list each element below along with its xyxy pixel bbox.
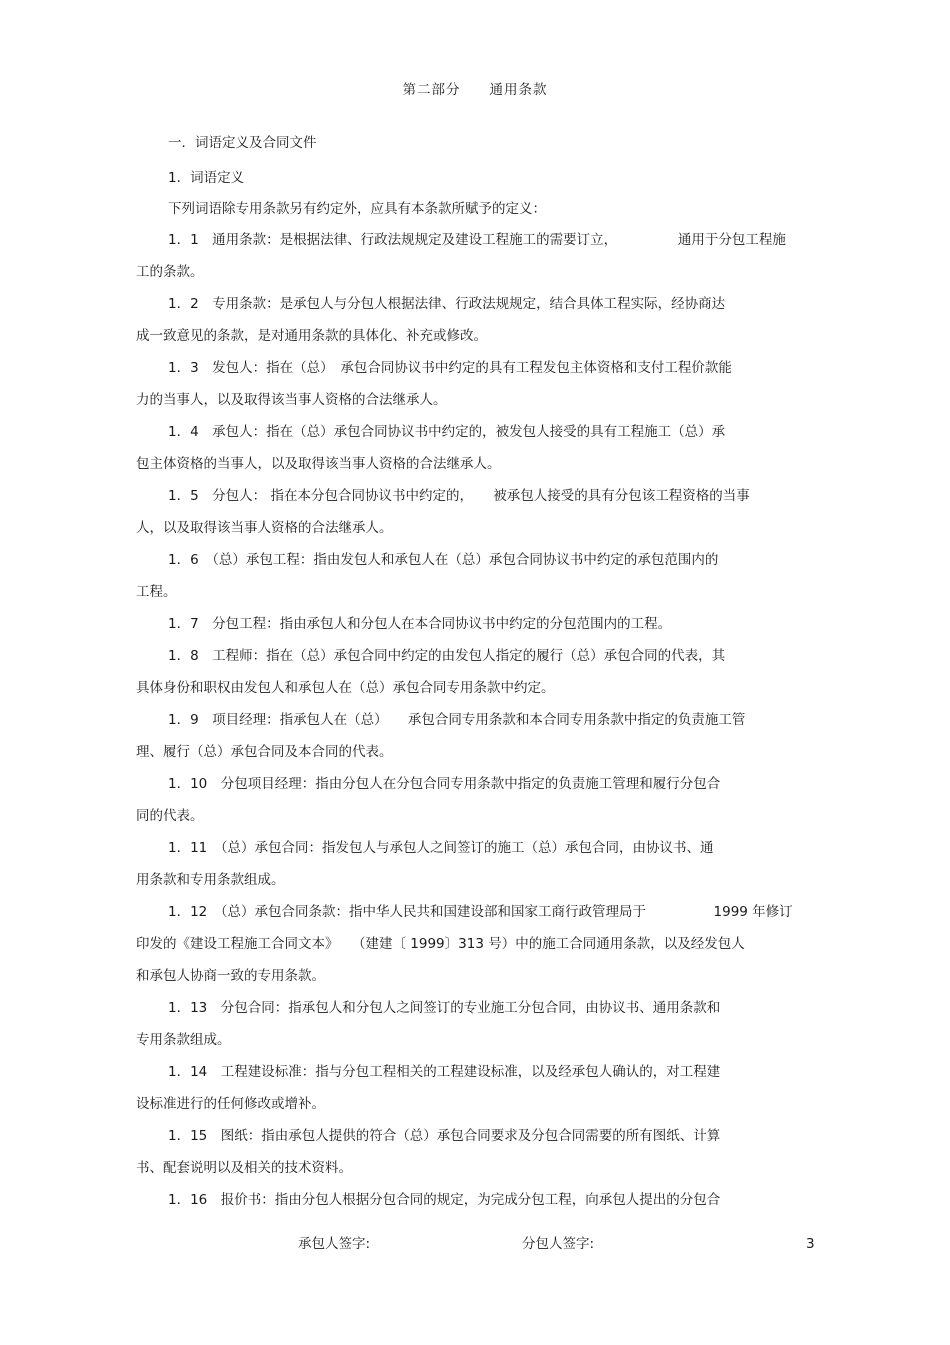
clause-line: 1．6 （总）承包工程：指由发包人和承包人在（总）承包合同协议书中约定的承包范围内的 [168,552,719,568]
clause-line: 用条款和专用条款组成。 [136,872,285,888]
clause-line: 1．11 （总）承包合同：指发包人与承包人之间签订的施工（总）承包合同，由协议书、通 [168,840,714,856]
clause-line: 包主体资格的当事人，以及取得该当事人资格的合法继承人。 [136,456,501,472]
subcontractor-signature-label: 分包人签字: [522,1236,595,1252]
clause-line: 1．13 分包合同：指承包人和分包人之间签订的专业施工分包合同，由协议书、通用条款和 [168,1000,721,1016]
clause-line: 具体身份和职权由发包人和承包人在（总）承包合同专用条款中约定。 [136,680,555,696]
subheading: 1．词语定义 [168,170,245,186]
clause-line: 工程。 [136,584,177,600]
clause-line: 1．14 工程建设标准：指与分包工程相关的工程建设标准，以及经承包人确认的，对工程建 [168,1064,721,1080]
clause-line: 1．16 报价书：指由分包人根据分包合同的规定，为完成分包工程，向承包人提出的分包合 [168,1192,721,1208]
clause-line: 1．12 （总）承包合同条款：指中华人民共和国建设部和国家工商行政管理局于 1999 年修订 [168,904,793,920]
clause-line: 人，以及取得该当事人资格的合法继承人。 [136,520,393,536]
clause-line: 印发的《建设工程施工合同文本》 （建建〔 1999〕313 号）中的施工合同通用条款，以及经发包人 [136,936,745,952]
intro-text: 下列词语除专用条款另有约定外，应具有本条款所赋予的定义： [168,201,546,217]
section-heading: 一．词语定义及合同文件 [168,135,317,151]
clause-line: 书、配套说明以及相关的技术资料。 [136,1160,352,1176]
page-title: 第二部分 通用条款 [402,82,548,98]
clause-line: 1．9 项目经理：指承包人在（总） 承包合同专用条款和本合同专用条款中指定的负责施工管 [168,712,746,728]
clause-line: 1．5 分包人： 指在本分包合同协议书中约定的， 被承包人接受的具有分包该工程资格的当事 [168,488,750,504]
clause-line: 成一致意见的条款，是对通用条款的具体化、补充或修改。 [136,328,487,344]
contractor-signature-label: 承包人签字: [298,1236,371,1252]
clause-line: 1．10 分包项目经理：指由分包人在分包合同专用条款中指定的负责施工管理和履行分包合 [168,776,721,792]
clause-line: 工的条款。 [136,264,204,280]
clause-line: 1．3 发包人：指在（总） 承包合同协议书中约定的具有工程发包主体资格和支付工程价款能 [168,360,732,376]
clause-line: 理、履行（总）承包合同及本合同的代表。 [136,744,393,760]
page-number: 3 [806,1236,815,1252]
clause-line: 专用条款组成。 [136,1032,231,1048]
clause-line: 同的代表。 [136,808,204,824]
clause-line: 1．8 工程师：指在（总）承包合同中约定的由发包人指定的履行（总）承包合同的代表，其 [168,648,726,664]
clause-line: 1．2 专用条款：是承包人与分包人根据法律、行政法规规定，结合具体工程实际，经协商达 [168,296,726,312]
clause-line: 1．7 分包工程：指由承包人和分包人在本合同协议书中约定的分包范围内的工程。 [168,616,672,632]
clause-line: 和承包人协商一致的专用条款。 [136,968,325,984]
clause-line: 设标准进行的任何修改或增补。 [136,1096,325,1112]
clause-line: 1．15 图纸：指由承包人提供的符合（总）承包合同要求及分包合同需要的所有图纸、计算 [168,1128,721,1144]
clause-line: 力的当事人，以及取得该当事人资格的合法继承人。 [136,392,447,408]
clause-line: 1．4 承包人：指在（总）承包合同协议书中约定的，被发包人接受的具有工程施工（总）承 [168,424,726,440]
clause-line: 1．1 通用条款：是根据法律、行政法规规定及建设工程施工的需要订立， 通用于分包工程施 [168,232,786,248]
